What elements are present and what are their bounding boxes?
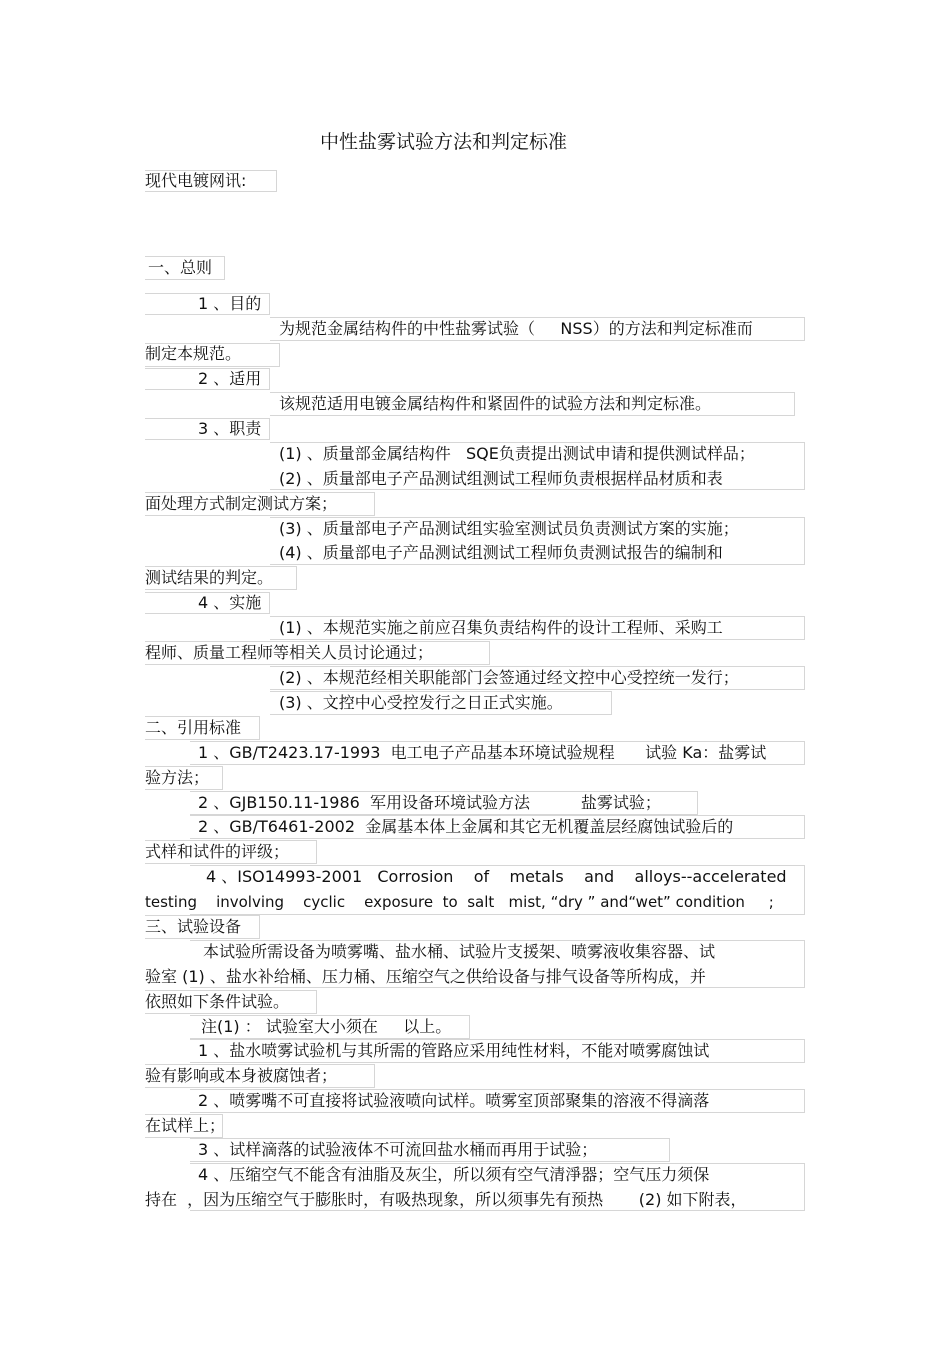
paragraph-line: 本试验所需设备为喷雾嘴、盐水桶、试验片支援架、喷雾液收集容器、试 [203, 942, 716, 961]
paragraph-line: 程师、质量工程师等相关人员讨论通过； [145, 643, 434, 662]
subsection-heading: 1 、目的 [198, 294, 262, 313]
paragraph-line: (3) 、文控中心受控发行之日正式实施。 [279, 693, 563, 712]
paragraph-line: 2 、GB/T6461-2002 金属基本体上金属和其它无机覆盖层经腐蚀试验后的 [198, 817, 734, 836]
paragraph-line: 为规范金属结构件的中性盐雾试验（ NSS）的方法和判定标准而 [279, 319, 753, 338]
document-title: 中性盐雾试验方法和判定标准 [320, 131, 568, 153]
paragraph-line: (2) 、本规范经相关职能部门会签通过经文控中心受控统一发行； [279, 668, 739, 687]
paragraph-line: (2) 、质量部电子产品测试组测试工程师负责根据样品材质和表 [279, 469, 723, 488]
paragraph-line: 4 、压缩空气不能含有油脂及灰尘，所以须有空气清淨器；空气压力须保 [198, 1165, 710, 1184]
paragraph-line: 面处理方式制定测试方案； [145, 494, 338, 513]
paragraph-line: 4 、ISO14993-2001 Corrosion of metals and alloys--accelerated [206, 867, 787, 886]
note-line: 注(1) ： 试验室大小须在 以上。 [201, 1017, 452, 1036]
paragraph-line: 制定本规范。 [145, 344, 242, 363]
paragraph-line: 2 、GJB150.11-1986 军用设备环境试验方法 盐雾试验； [198, 793, 661, 812]
paragraph-line: 该规范适用电镀金属结构件和紧固件的试验方法和判定标准。 [279, 394, 712, 413]
paragraph-line: (4) 、质量部电子产品测试组测试工程师负责测试报告的编制和 [279, 543, 723, 562]
paragraph-line: 验有影响或本身被腐蚀者； [145, 1066, 338, 1085]
paragraph-line: 持在 ，因为压缩空气于膨胀时，有吸热现象，所以须事先有预热 (2) 如下附表， [145, 1190, 747, 1209]
source-line: 现代电镀网讯: [145, 171, 247, 190]
paragraph-line: 验室 (1) 、盐水补给桶、压力桶、压缩空气之供给设备与排气设备等所构成，并 [145, 967, 706, 986]
subsection-heading: 2 、适用 [198, 369, 262, 388]
paragraph-line: testing involving cyclic exposure to salt mist, “dry ” and“wet” condition ; [145, 893, 774, 911]
subsection-heading: 3 、职责 [198, 419, 262, 438]
paragraph-line: 式样和试件的评级； [145, 842, 290, 861]
paragraph-line: 1 、GB/T2423.17-1993 电工电子产品基本环境试验规程 试验 Ka：盐雾试 [198, 743, 767, 762]
subsection-heading: 4 、实施 [198, 593, 262, 612]
paragraph-line: 1 、盐水喷雾试验机与其所需的管路应采用纯性材料，不能对喷雾腐蚀试 [198, 1041, 710, 1060]
section-heading: 一、总则 [148, 258, 213, 277]
paragraph-line: 3 、试样滴落的试验液体不可流回盐水桶而再用于试验； [198, 1140, 598, 1159]
paragraph-line: 测试结果的判定。 [145, 568, 274, 587]
section-heading: 二、引用标准 [145, 718, 242, 737]
paragraph-line: (3) 、质量部电子产品测试组实验室测试员负责测试方案的实施； [279, 519, 739, 538]
paragraph-line: (1) 、质量部金属结构件 SQE负责提出测试申请和提供测试样品； [279, 444, 755, 463]
paragraph-line: 验方法； [145, 768, 210, 787]
paragraph-line: 2 、喷雾嘴不可直接将试验液喷向试样。喷雾室顶部聚集的溶液不得滴落 [198, 1091, 710, 1110]
section-heading: 三、试验设备 [145, 917, 242, 936]
paragraph-line: 依照如下条件试验。 [145, 992, 290, 1011]
paragraph-line: 在试样上； [145, 1116, 226, 1135]
paragraph-line: (1) 、本规范实施之前应召集负责结构件的设计工程师、采购工 [279, 618, 723, 637]
